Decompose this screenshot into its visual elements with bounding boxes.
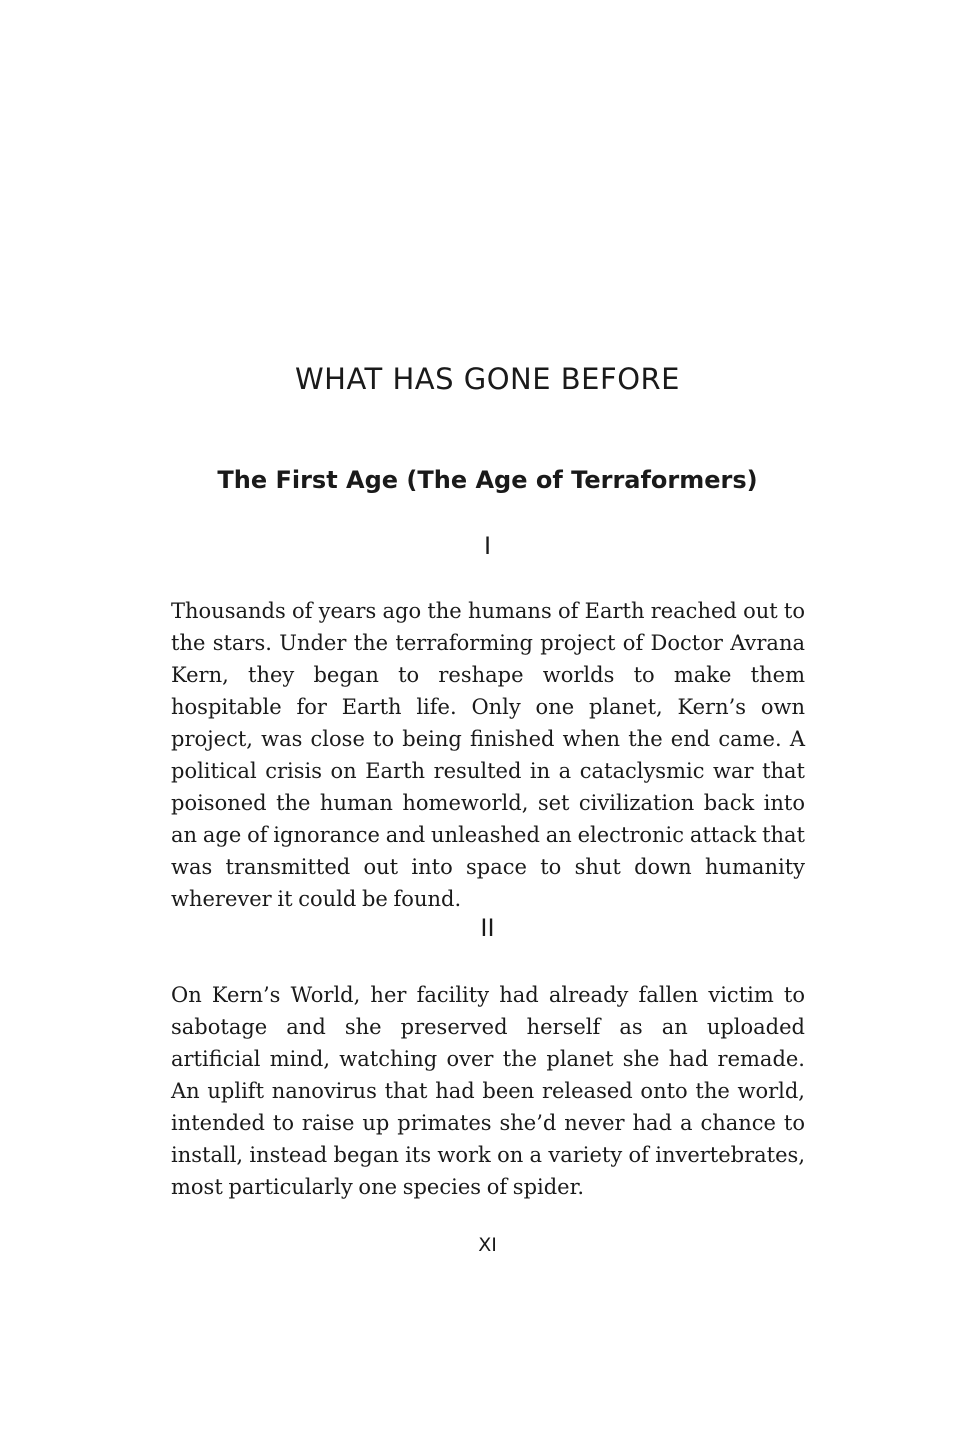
section-title: The First Age (The Age of Terraformers) [217, 466, 758, 494]
chapter-title: WHAT HAS GONE BEFORE [294, 362, 680, 396]
paragraph-2: On Kern’s World, her facility had already fallen victim to sabotage and she preserved herself as an uploaded artificial mind, watching over the planet she had remade. An uplift nanovirus that had been released onto the world, intended to raise up primates she’d never had a chance to install, instead began its work on a variety of invertebrates, most particularly one species of spider. [171, 983, 805, 1199]
page-number: XI [478, 1234, 497, 1256]
paragraph-1: Thousands of years ago the humans of Earth reached out to the stars. Under the terraforming project of Doctor Avrana Kern, they began to reshape worlds to make them hospitable for Earth life. Only one planet, Kern’s own project, was close to being finished when the end came. A political crisis on Earth resulted in a cataclysmic war that poisoned the human homeworld, set civilization back into an age of ignorance and unleashed an electronic attack that was transmitted out into space to shut down humanity wherever it could be found. [171, 599, 805, 911]
part-numeral-2: II [480, 914, 495, 942]
part-numeral-1: I [483, 532, 492, 560]
